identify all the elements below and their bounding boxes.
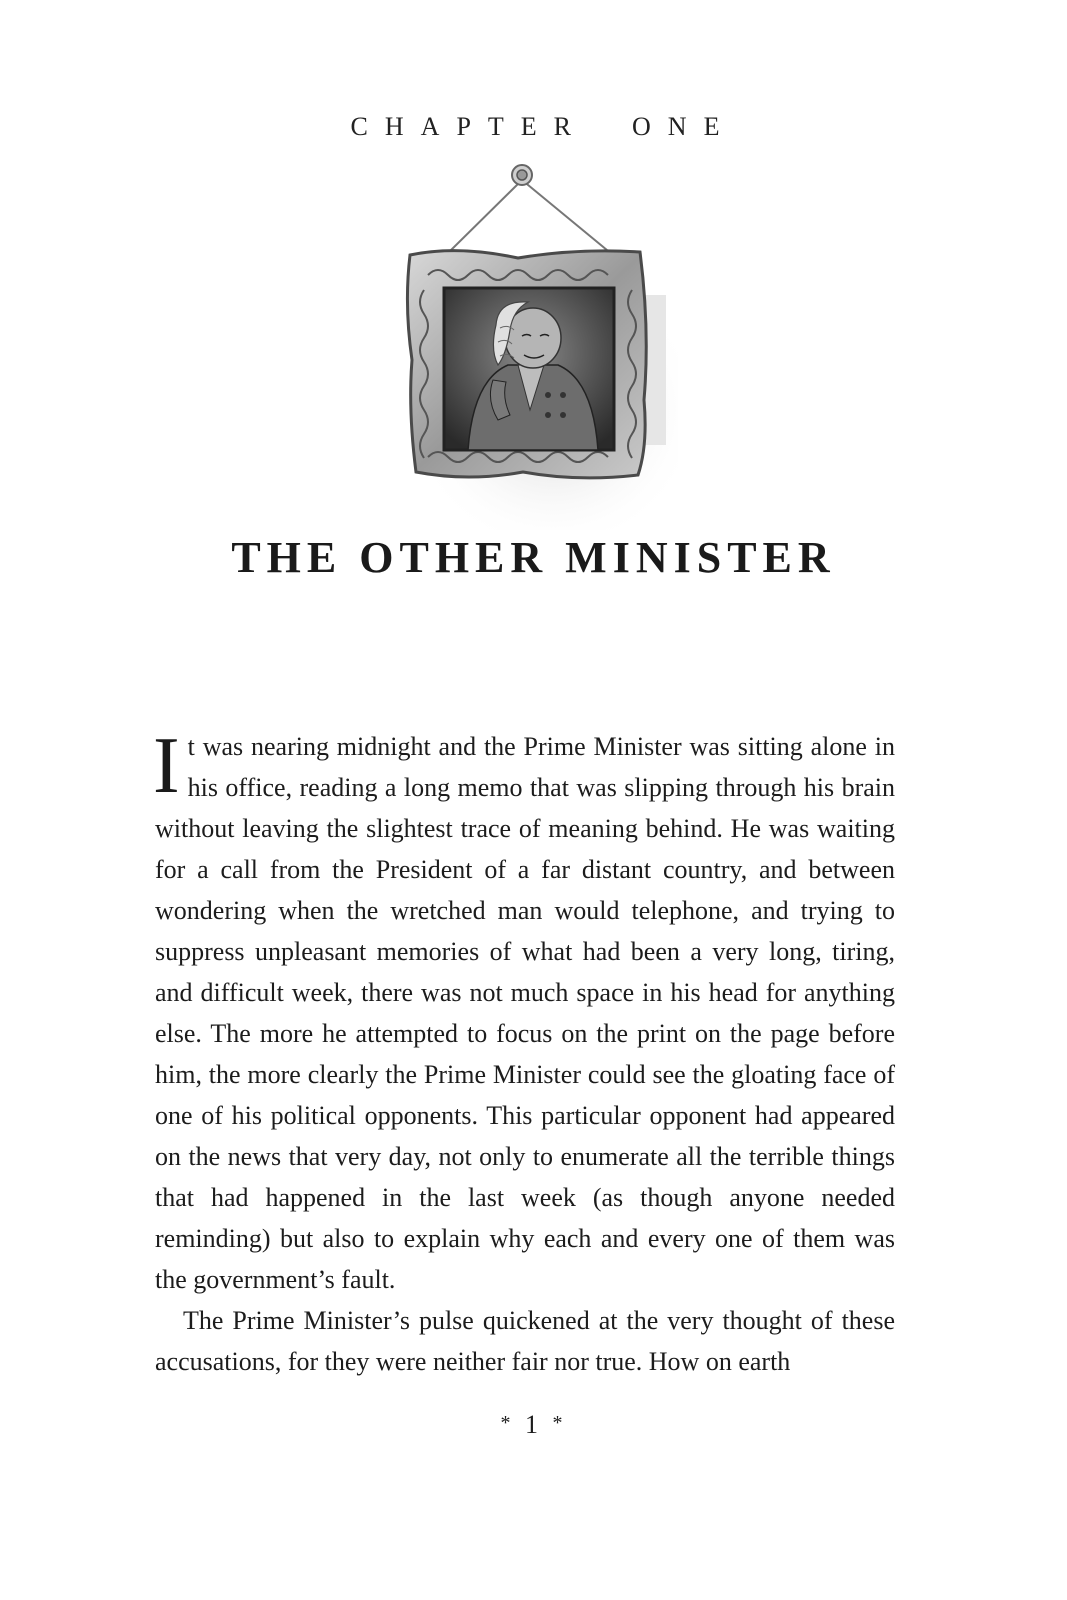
chapter-title: THE OTHER MINISTER <box>231 533 836 582</box>
drop-cap: I <box>153 722 180 810</box>
chapter-number-word: ONE <box>632 112 737 141</box>
nail-icon <box>512 165 532 185</box>
hanging-wire <box>446 180 522 255</box>
star-ornament-right: * <box>552 1412 567 1434</box>
paragraph-1 <box>153 722 895 1300</box>
framed-portrait-illustration <box>398 160 678 530</box>
chapter-label-word: CHAPTER <box>350 112 589 141</box>
chapter-label <box>0 112 1067 142</box>
page-footer <box>0 1410 1067 1440</box>
paragraph-2: The Prime Minister’s pulse quickened at the very thought of these accusations, for they were neither fair nor true. How on earth <box>155 1306 895 1376</box>
paragraph-1-text: t was nearing midnight and the Prime Minister was sitting alone in his office, reading a long memo that was slipping through his brain without leaving the slightest trace of meaning behind. He was waiting for a call from the President of a far distant country, and between wondering when the wretched man would telephone, and trying to suppress unpleasant memories of what had been a very long, tiring, and difficult week, there was not much space in his head for anything else. The more he attempted to focus on the print on the page before him, the more clearly the Prime Minister could see the gloating face of one of his political opponents. This particular opponent had appeared on the news that very day, not only to enumerate all the terrible things that had happened in the last week (as though anyone needed reminding) but also to explain why each and every one of them was the government’s fault. <box>155 732 895 1294</box>
star-ornament-left: * <box>500 1412 515 1434</box>
page-number: 1 <box>525 1410 542 1439</box>
body-text <box>153 722 895 1382</box>
